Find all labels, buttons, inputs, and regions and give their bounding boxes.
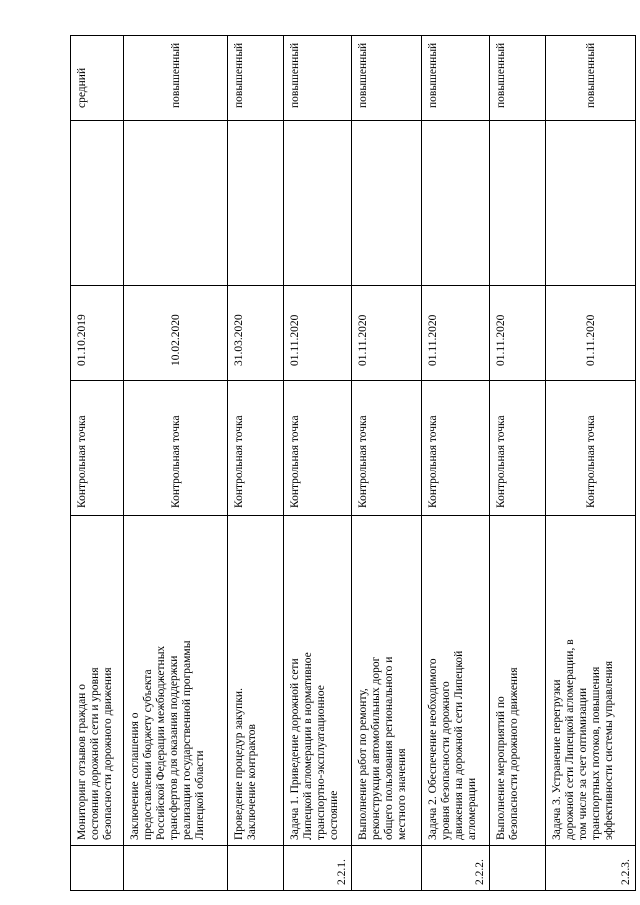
cell-date <box>421 285 490 381</box>
cell-note <box>351 120 422 286</box>
cell-text: Выполнение работ по ремонту, <box>357 688 369 840</box>
cell-num <box>283 845 352 891</box>
cell-text: Проведение процедур закупки. <box>233 688 245 840</box>
cell-date <box>545 285 636 381</box>
cell-num <box>421 845 490 891</box>
cell-note <box>545 120 636 286</box>
cell-type <box>489 380 546 516</box>
cell-text: Контрольная точка <box>585 415 597 508</box>
cell-text: Контрольная точка <box>427 415 439 508</box>
table-row <box>489 35 545 890</box>
cell-text: Задача 3. Устранение перегрузки <box>551 679 563 840</box>
cell-level <box>227 35 284 121</box>
cell-text: 01.11.2020 <box>427 314 439 366</box>
cell-text: повышенный <box>289 42 301 108</box>
cell-text: повышенный <box>427 42 439 108</box>
cell-text: 01.11.2020 <box>357 314 369 366</box>
cell-text: Липецкой области <box>194 750 206 840</box>
cell-text: уровня безопасности дорожного <box>440 681 452 840</box>
cell-text: состоянии дорожной сети и уровня <box>89 667 101 840</box>
cell-task <box>351 515 422 846</box>
cell-text: повышенный <box>357 42 369 108</box>
cell-text: повышенный <box>233 42 245 108</box>
cell-text: предоставлении бюджету субъекта <box>142 669 154 840</box>
cell-text: 01.11.2020 <box>585 314 597 366</box>
cell-text: Контрольная точка <box>495 415 507 508</box>
cell-note <box>283 120 352 286</box>
cell-task <box>283 515 352 846</box>
cell-date <box>283 285 352 381</box>
cell-level <box>351 35 422 121</box>
cell-text: 31.03.2020 <box>233 314 245 366</box>
cell-text: эффективности системы управления <box>603 660 615 840</box>
cell-text: трансфертов для оказания поддержки <box>168 655 180 840</box>
cell-date <box>351 285 422 381</box>
table-row <box>351 35 421 890</box>
cell-text: Контрольная точка <box>357 415 369 508</box>
cell-text: общего пользования регионального и <box>383 656 395 840</box>
cell-text: Контрольная точка <box>170 415 182 508</box>
cell-text: состояние <box>328 790 340 840</box>
cell-text: 01.10.2019 <box>76 314 88 366</box>
cell-text: Выполнение мероприятий по <box>495 696 507 840</box>
cell-text: Российской Федерации межбюджетных <box>155 645 167 840</box>
cell-num <box>227 845 284 891</box>
cell-text: Заключение соглашения о <box>129 712 141 840</box>
cell-task <box>545 515 636 846</box>
cell-text: движения на дорожной сети Липецкой <box>453 650 465 840</box>
cell-text: Контрольная точка <box>289 415 301 508</box>
cell-type <box>545 380 636 516</box>
table-row <box>283 35 351 890</box>
cell-num <box>545 845 636 891</box>
cell-num <box>489 845 546 891</box>
cell-task <box>421 515 490 846</box>
cell-type <box>70 380 124 516</box>
cell-text: Заключение контрактов <box>246 724 258 840</box>
cell-text: Контрольная точка <box>76 415 88 508</box>
cell-type <box>283 380 352 516</box>
cell-text: Задача 1. Приведение дорожной сети <box>289 658 301 840</box>
cell-date <box>227 285 284 381</box>
cell-text: транспортных потоков, повышения <box>590 666 602 840</box>
cell-num <box>351 845 422 891</box>
cell-level <box>283 35 352 121</box>
cell-text: агломерации <box>466 777 478 840</box>
cell-text: 01.11.2020 <box>289 314 301 366</box>
cell-date <box>489 285 546 381</box>
cell-note <box>70 120 124 286</box>
cell-text: 10.02.2020 <box>170 314 182 366</box>
table-row <box>227 35 283 890</box>
cell-text: дорожной сети Липецкой агломерации, в <box>564 639 576 840</box>
cell-level <box>123 35 228 121</box>
cell-type <box>123 380 228 516</box>
cell-type <box>421 380 490 516</box>
cell-text: 2.2.3. <box>620 859 632 885</box>
cell-task <box>123 515 228 846</box>
cell-text: Липецкой агломерации в нормативное <box>302 652 314 840</box>
cell-date <box>70 285 124 381</box>
cell-text: Контрольная точка <box>233 415 245 508</box>
cell-task <box>227 515 284 846</box>
cell-text: Задача 2. Обеспечение необходимого <box>427 658 439 840</box>
cell-text: местного значения <box>396 748 408 840</box>
cell-level <box>70 35 124 121</box>
cell-date <box>123 285 228 381</box>
cell-note <box>421 120 490 286</box>
cell-task <box>70 515 124 846</box>
cell-level <box>489 35 546 121</box>
table-row <box>70 35 123 890</box>
table-row <box>545 35 635 890</box>
cell-text: повышенный <box>585 42 597 108</box>
cell-text: 01.11.2020 <box>495 314 507 366</box>
cell-type <box>227 380 284 516</box>
cell-text: реконструкции автомобильных дорог <box>370 656 382 840</box>
cell-text: повышенный <box>495 42 507 108</box>
cell-level <box>421 35 490 121</box>
cell-level <box>545 35 636 121</box>
cell-num <box>70 845 124 891</box>
cell-text: 2.2.1. <box>336 859 348 885</box>
cell-text: безопасности дорожного движения <box>508 667 520 840</box>
cell-note <box>227 120 284 286</box>
cell-text: Мониторинг отзывов граждан о <box>76 684 88 840</box>
cell-num <box>123 845 228 891</box>
cell-text: средний <box>76 67 88 108</box>
cell-type <box>351 380 422 516</box>
cell-note <box>123 120 228 286</box>
cell-text: реализации государственной программы <box>181 640 193 840</box>
cell-note <box>489 120 546 286</box>
cell-text: повышенный <box>170 42 182 108</box>
table-row <box>421 35 489 890</box>
table-row <box>123 35 227 890</box>
cell-text: 2.2.2. <box>474 859 486 885</box>
cell-text: том числе за счет оптимизации <box>577 687 589 840</box>
cell-text: безопасности дорожного движения <box>102 667 114 840</box>
cell-text: транспортно-эксплуатационное <box>315 685 327 840</box>
cell-task <box>489 515 546 846</box>
